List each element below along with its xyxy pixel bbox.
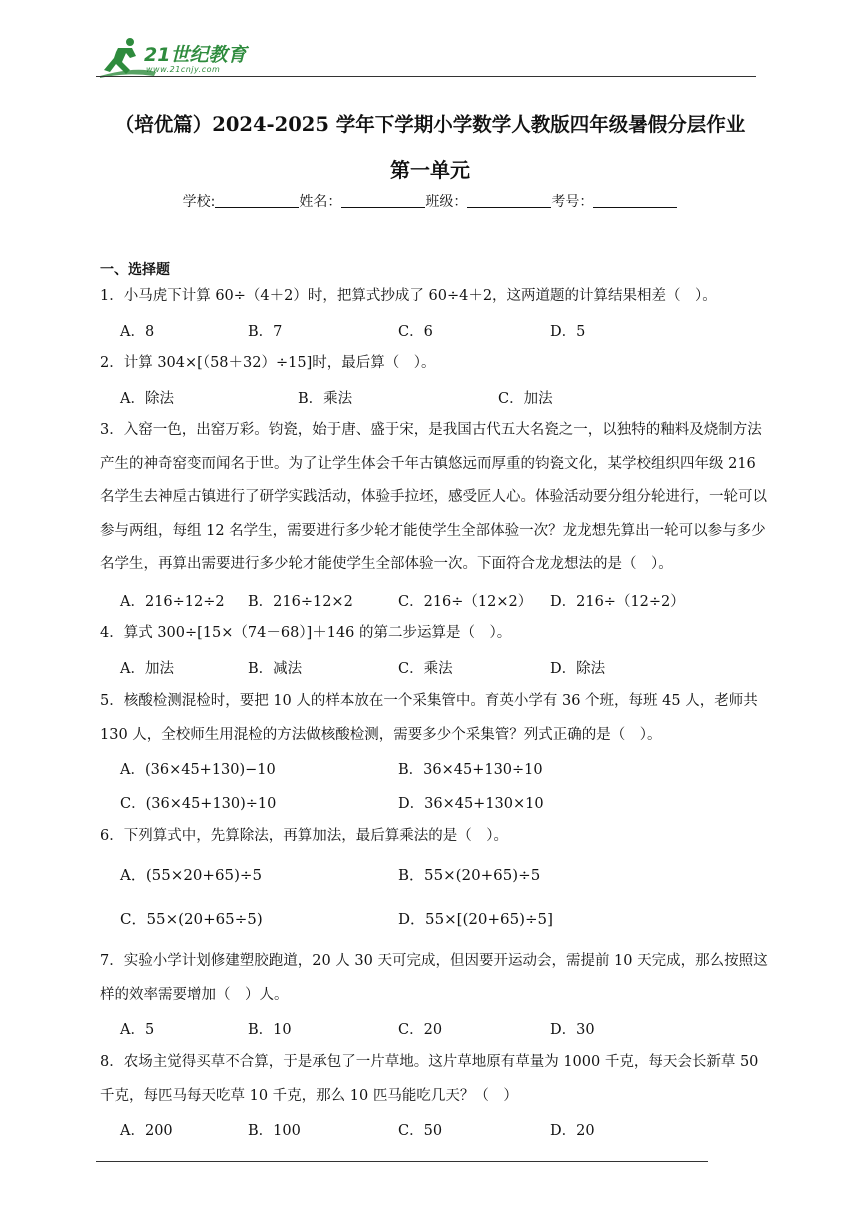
q1-option-d[interactable]: D．5	[550, 324, 586, 340]
section-heading: 一、选择题	[100, 262, 170, 278]
q6-option-b[interactable]: B．55×(20+65)÷5	[398, 866, 541, 884]
page-title: （培优篇）2024-2025 学年下学期小学数学人教版四年级暑假分层作业	[114, 113, 746, 136]
exam-no-label: 考号：	[551, 194, 594, 210]
q5-option-c[interactable]: C．(36×45+130)÷10	[120, 796, 277, 812]
q8-option-a[interactable]: A．200	[120, 1123, 173, 1139]
question-1-stem: 1．小马虎下计算 60÷（4＋2）时，把算式抄成了 60÷4＋2，这两道题的计算结果相差（ ）。	[100, 288, 717, 304]
q6-option-a[interactable]: A．(55×20+65)÷5	[120, 866, 263, 884]
q1-option-c[interactable]: C．6	[398, 324, 433, 340]
q4-option-d[interactable]: D．除法	[550, 661, 606, 677]
q3-option-a[interactable]: A．216÷12÷2	[120, 594, 225, 610]
q5-option-b[interactable]: B．36×45+130÷10	[398, 762, 543, 778]
q4-option-c[interactable]: C．乘法	[398, 661, 453, 677]
student-info-line	[0, 191, 860, 211]
q1-option-b[interactable]: B．7	[248, 324, 283, 340]
header-divider	[96, 76, 756, 77]
brand-logo-text: 21世纪教育	[144, 44, 247, 66]
q4-option-b[interactable]: B．减法	[248, 661, 303, 677]
q8-option-b[interactable]: B．100	[248, 1123, 301, 1139]
q2-option-c[interactable]: C．加法	[498, 391, 553, 407]
school-field[interactable]	[215, 193, 299, 208]
question-3-stem: 3．入窑一色，出窑万彩。钧瓷，始于唐、盛于宋，是我国古代五大名瓷之一，以独特的釉料及烧制方法产生的神奇窑变而闻名于世。为了让学生体会千年古镇悠远而厚重的钧瓷文化，某学校组织四年级 216 名学生去神垕古镇进行了研学实践活动，体验手拉坯，感受匠人心。体验活动要分组分轮进行，一轮可以参与两组，每组 12 名学生，需要进行多少轮才能使学生全部体验一次？龙龙想先算出一轮可以参与多少名学生，再算出需要进行多少轮才能使学生全部体验一次。下面符合龙龙想法的是（ ）。	[100, 422, 767, 572]
name-field[interactable]	[341, 193, 425, 208]
question-8-stem: 8．农场主觉得买草不合算，于是承包了一片草地。这片草地原有草量为 1000 千克，每天会长新草 50 千克，每匹马每天吃草 10 千克，那么 10 匹马能吃几天？（ ）	[100, 1054, 759, 1104]
q7-option-a[interactable]: A．5	[120, 1022, 155, 1038]
q2-option-a[interactable]: A．除法	[120, 391, 174, 407]
q7-option-c[interactable]: C．20	[398, 1022, 443, 1038]
q6-option-c[interactable]: C．55×(20+65÷5)	[120, 910, 263, 928]
q4-option-a[interactable]: A．加法	[120, 661, 174, 677]
q3-option-c[interactable]: C．216÷（12×2）	[398, 594, 533, 610]
page-subtitle: 第一单元	[390, 158, 470, 182]
q2-option-b[interactable]: B．乘法	[298, 391, 353, 407]
exam-no-field[interactable]	[593, 193, 677, 208]
class-label: 班级：	[425, 194, 468, 210]
school-label: 学校:	[182, 194, 216, 210]
q6-option-d[interactable]: D．55×[(20+65)÷5]	[398, 910, 553, 928]
q8-option-c[interactable]: C．50	[398, 1123, 443, 1139]
q5-option-d[interactable]: D．36×45+130×10	[398, 796, 544, 812]
q1-option-a[interactable]: A．8	[120, 324, 155, 340]
question-4-stem: 4．算式 300÷[15×（74－68）]＋146 的第二步运算是（ ）。	[100, 625, 512, 641]
q3-option-b[interactable]: B．216÷12×2	[248, 594, 353, 610]
question-7-stem: 7．实验小学计划修建塑胶跑道，20 人 30 天可完成，但因要开运动会，需提前 10 天完成，那么按照这样的效率需要增加（ ）人。	[100, 953, 768, 1003]
question-6-stem: 6．下列算式中，先算除法，再算加法，最后算乘法的是（ ）。	[100, 828, 508, 844]
q7-option-b[interactable]: B．10	[248, 1022, 292, 1038]
footer-divider	[96, 1161, 708, 1162]
q7-option-d[interactable]: D．30	[550, 1022, 595, 1038]
class-field[interactable]	[467, 193, 551, 208]
q3-option-d[interactable]: D．216÷（12÷2）	[550, 594, 685, 610]
name-label: 姓名：	[299, 194, 342, 210]
q8-option-d[interactable]: D．20	[550, 1123, 595, 1139]
question-2-stem: 2．计算 304×[（58＋32）÷15]时，最后算（ ）。	[100, 355, 436, 371]
q5-option-a[interactable]: A．(36×45+130)−10	[120, 762, 276, 778]
question-5-stem: 5．核酸检测混检时，要把 10 人的样本放在一个采集管中。育英小学有 36 个班，每班 45 人，老师共 130 人，全校师生用混检的方法做核酸检测，需要多少个采集管？列式正确的是（ ）。	[100, 693, 758, 743]
brand-url: www.21cnjy.com	[146, 65, 221, 74]
